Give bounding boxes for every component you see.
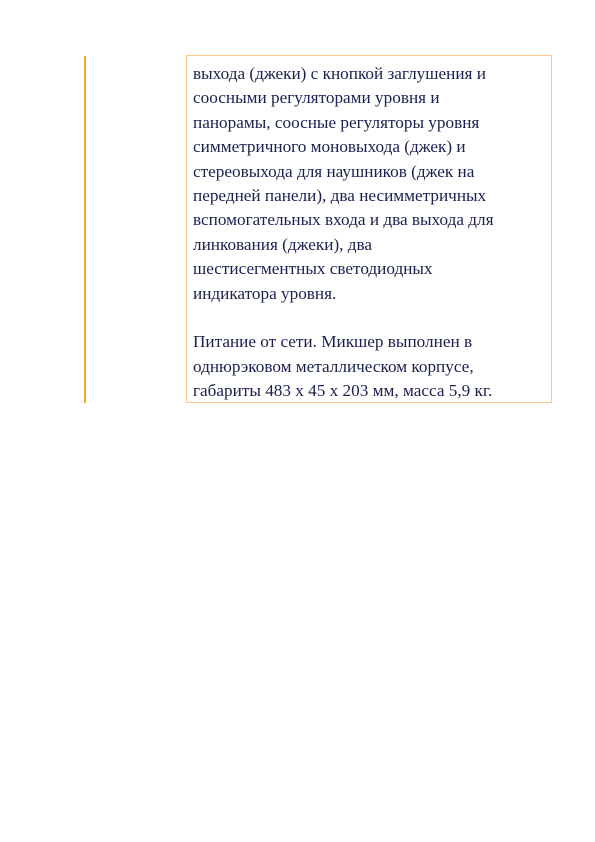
text-line: индикатора уровня. bbox=[193, 283, 337, 303]
text-line: симметричного моновыхода (джек) и bbox=[193, 137, 466, 157]
text-frame bbox=[186, 55, 552, 403]
text-line: шестисегментных светодиодных bbox=[193, 259, 433, 279]
text-line: вспомогательных входа и два выхода для bbox=[193, 210, 494, 230]
text-line: стереовыхода для наушников (джек на bbox=[193, 161, 475, 181]
paragraph-mixer-description bbox=[193, 62, 545, 306]
text-line: соосными регуляторами уровня и bbox=[193, 88, 440, 108]
text-line: выхода (джеки) с кнопкой заглушения и bbox=[193, 64, 486, 83]
margin-rule bbox=[84, 56, 86, 403]
text-line: линкования (джеки), два bbox=[193, 234, 373, 254]
text-line: габариты 483 x 45 x 203 мм, масса 5,9 кг. bbox=[193, 381, 493, 401]
text-line: однюрэковом металлическом корпусе, bbox=[193, 356, 474, 376]
text-line: панорамы, соосные регуляторы уровня bbox=[193, 112, 480, 132]
paragraph-power-specs bbox=[193, 330, 545, 403]
text-line: передней панели), два несимметричных bbox=[193, 186, 487, 206]
paragraph-spacer bbox=[193, 306, 545, 330]
text-line: Питание от сети. Микшер выполнен в bbox=[193, 332, 473, 352]
